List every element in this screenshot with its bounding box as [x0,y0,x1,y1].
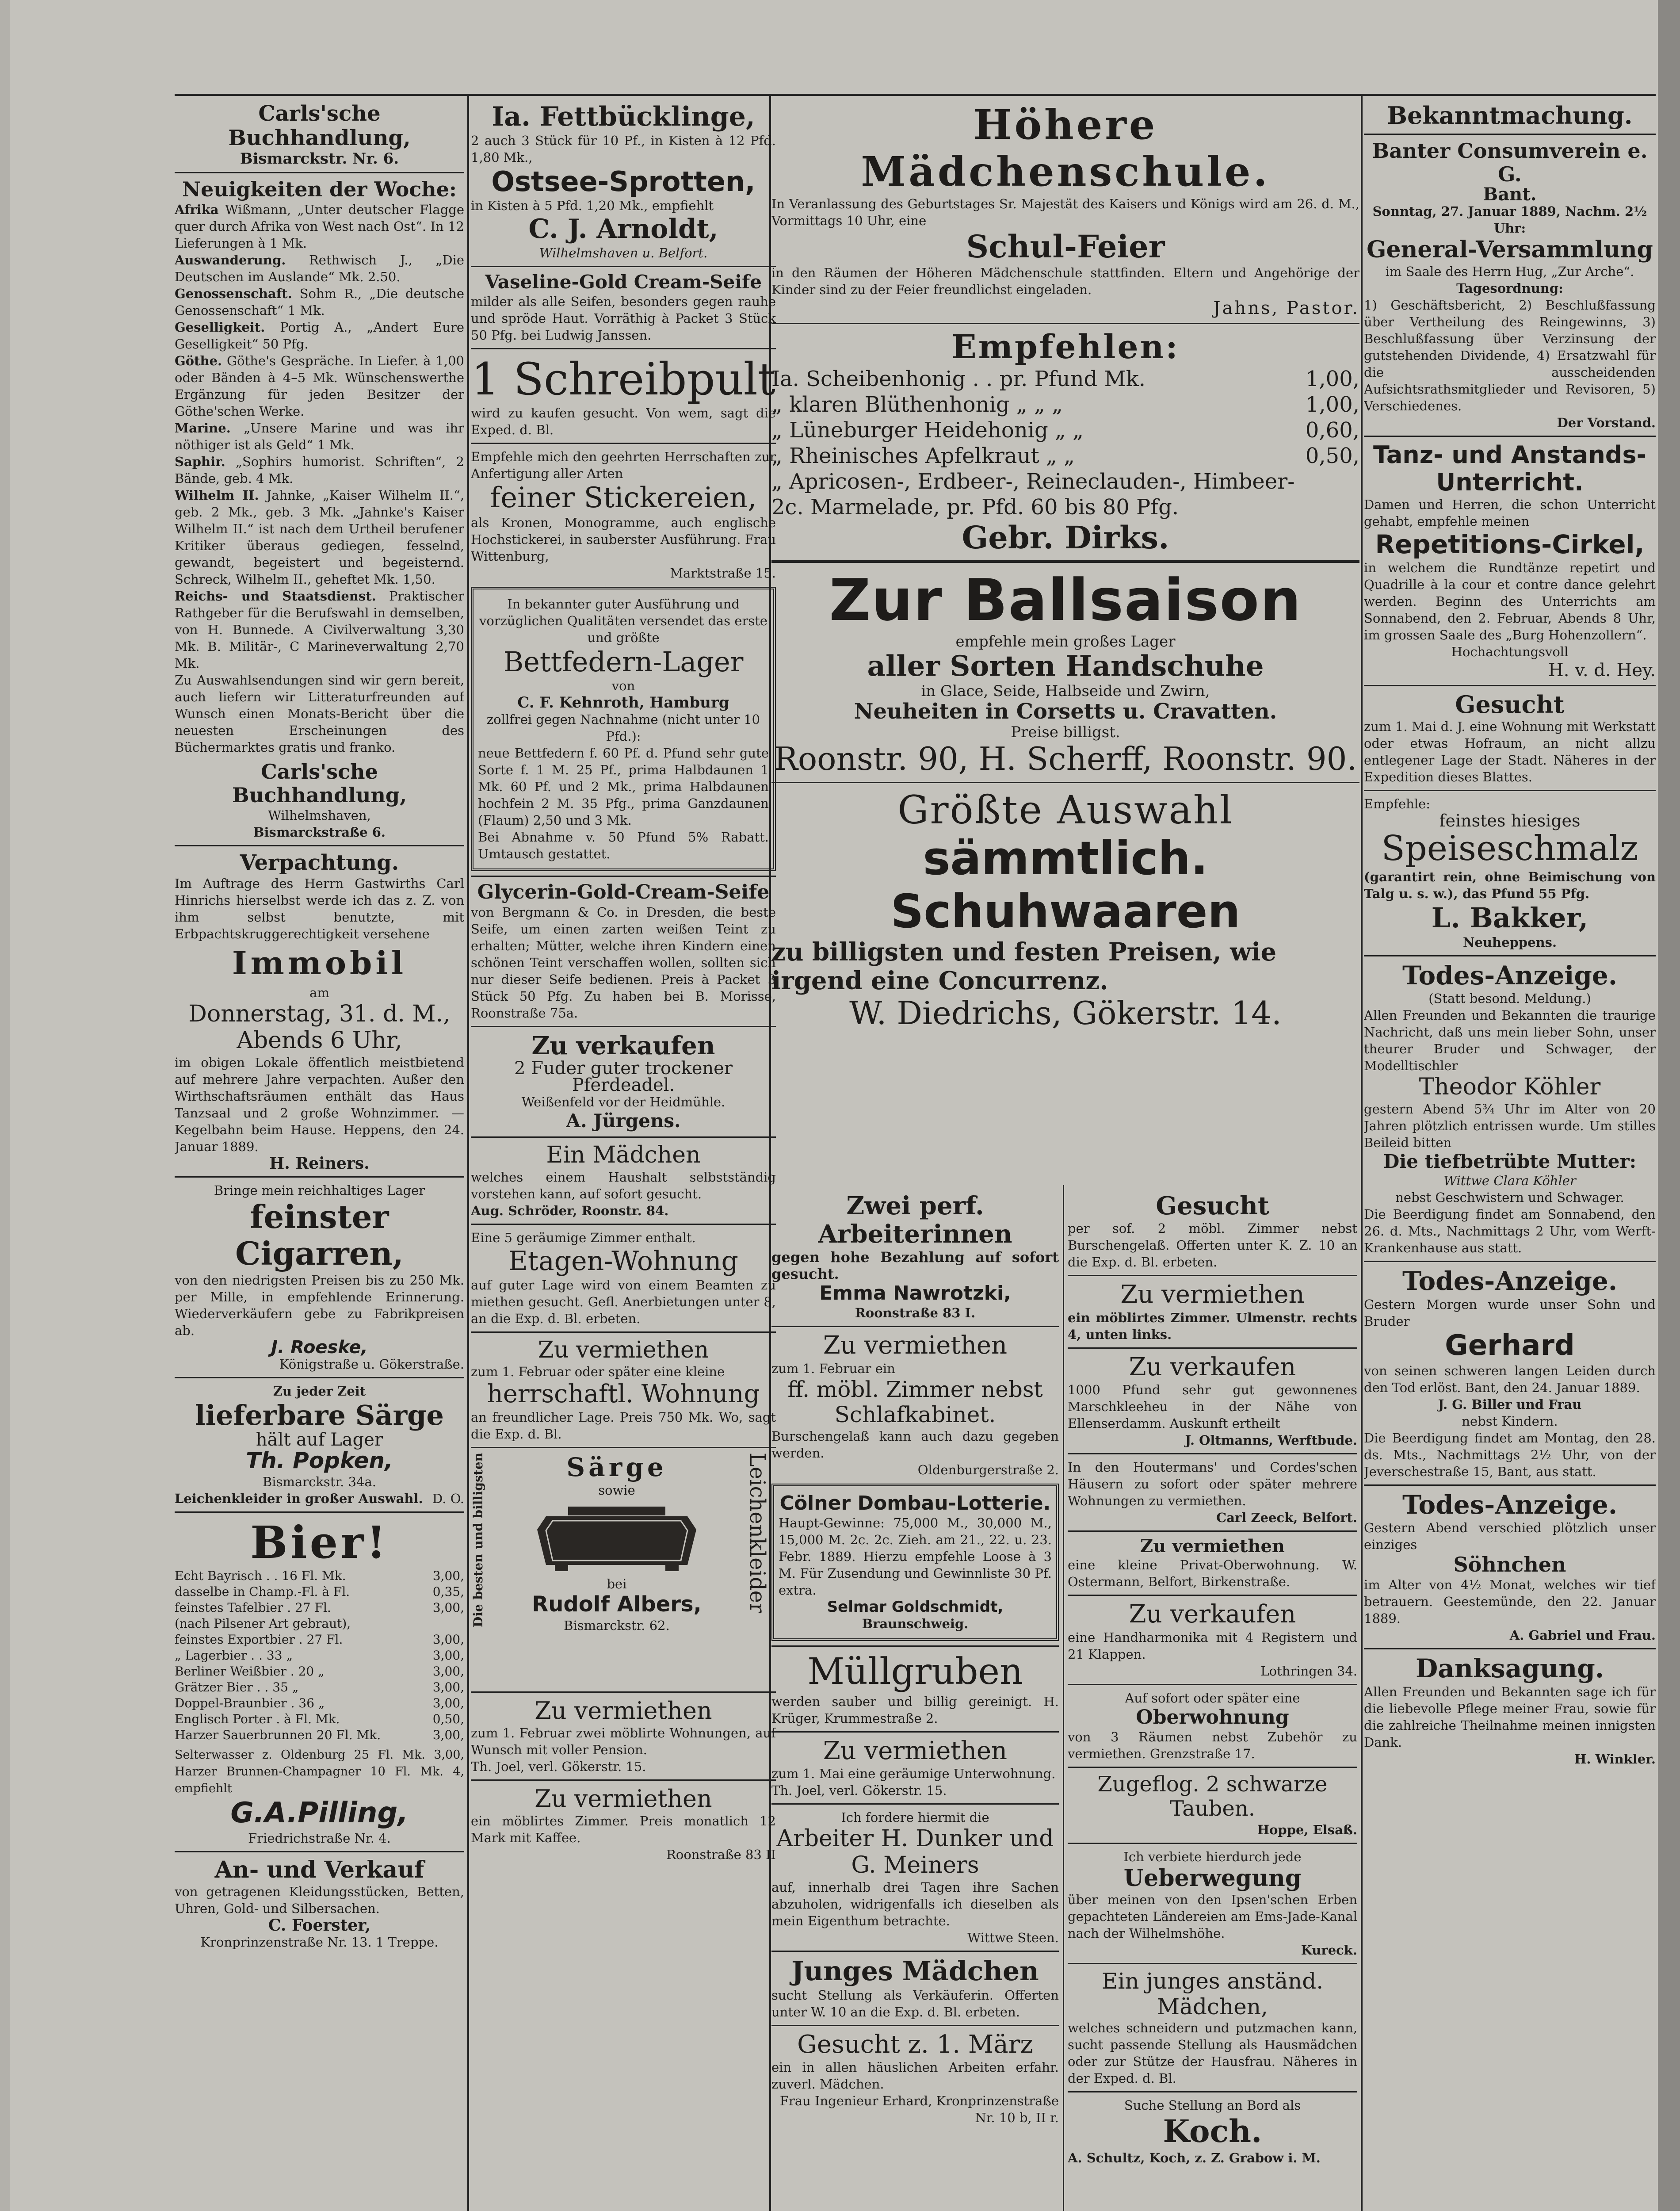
c2-desk-text: wird zu kaufen gesucht. Von wem, sagt die Exped. d. Bl. [471,405,776,437]
c2-coffin-sowie: sowie [598,1483,635,1498]
c4-death2-children: nebst Kindern. [1462,1413,1558,1429]
c1-coffin-intro: Zu jeder Zeit [273,1384,366,1399]
c1-news-outro: Zu Auswahlsendungen sind wir gern bereit, auch liefern wir Litteraturfreunden auf Wunsch einen Monats-Bericht über die neuesten Erscheinungen des Büchermarktes gratis und franko. [175,673,464,755]
c4-death2-funeral: Die Beerdigung findet am Montag, den 28. ds. Mts., Nachmittags 2½ Uhr, von der Jeverschestraße 15, Bant, aus statt. [1364,1430,1656,1479]
c1-coffin-address: Bismarckstr. 34a. [263,1474,376,1490]
c2-apartment-heading: Etagen-Wohnung [508,1245,738,1277]
c2-rent-text: an freundlicher Lage. Preis 750 Mk. Wo, sagt die Exp. d. Bl. [471,1409,776,1442]
c1-beer-row: Harzer Sauerbrunnen 20 Fl. Mk. 3,00, [175,1728,464,1743]
c2-sprats-heading: Ostsee-Sprotten, [491,165,756,198]
c3-honey-row: „ Lüneburger Heidehonig „ „ 0,60, [771,418,1359,443]
c4-death1-sub: (Statt besond. Meldung.) [1428,991,1591,1006]
c1-news-4: Geselligkeit. Portig A., „Andert Eure Geselligkeit“ 50 Pfg. [175,320,464,352]
column-2 [471,102,776,2211]
c1-news-8: Wilhelm II. Jahnke, „Kaiser Wilhelm II.“, geb. 2 Mk., geb. 3 Mk. „Jahnke's Kaiser Wilhelm II.“ ist nach dem Urtheil berufener Kritiker überaus gediegen, fesselnd, gewandt, begeistert und begeisternd. Schreck, Wilhelm II., geheftet Mk. 1,50. [175,488,464,587]
c1-news-3: Genossenschaft. Sohm R., „Die deutsche Genossenschaft“ 1 Mk. [175,286,464,318]
c2-feather-seller: C. F. Kehnroth, Hamburg [517,694,729,712]
c3a-workers-address: Roonstraße 83 I. [855,1305,976,1321]
c2-feather-intro: In bekannter guter Ausführung und vorzüglichen Qualitäten versendet das erste und größte [479,597,768,646]
c1-coffin-seller: Th. Popken, [246,1447,393,1473]
c3a-rent-subheading: ff. möbl. Zimmer nebst Schlafkabinet. [787,1376,1043,1428]
c4-lard-intro: Empfehle: [1364,796,1431,811]
c1-beer-row: Doppel-Braunbier . 36 „ 3,00, [175,1696,464,1711]
c3a-bins-text: werden sauber und billig gereinigt. H. Krüger, Krummestraße 2. [771,1694,1059,1726]
c3-ball-seller: Roonstr. 90, H. Scherff, Roonstr. 90. [774,740,1357,777]
c3-honey-row: „ Rheinisches Apfelkraut „ „ 0,50, [771,444,1359,469]
c4-dance-regards: Hochachtungsvoll [1451,644,1569,659]
c2-herring-heading: Ia. Fettbücklinge, [492,102,755,132]
c3-honey-table [771,366,1359,494]
c1-beer-row: dasselbe in Champ.-Fl. à Fl. 0,35, [175,1584,464,1599]
c2-herring-seller: C. J. Arnoldt, [528,214,718,245]
c4-lard-heading: Speiseschmalz [1381,828,1638,868]
c1-beer-seller: G.A.Pilling, [230,1797,409,1830]
c2-feather-von: von [611,678,635,694]
c3a-rent2-signer: Th. Joel, verl. Gökerstr. 15. [771,1783,947,1798]
c3-honey-extra: 2c. Marmelade, pr. Pfd. 60 bis 80 Pfg. [771,495,1179,520]
c3-ball-intro: empfehle mein großes Lager [955,633,1176,651]
c3a-bins-heading: Müllgruben [807,1651,1023,1693]
c3-honey-heading: Empfehlen: [951,328,1180,367]
c1-cigar-heading: feinster Cigarren, [235,1197,404,1272]
c3b-wanted-heading: Gesucht [1156,1192,1269,1220]
c2-vaseline-heading: Vaseline-Gold Cream-Seife [485,271,762,293]
c1-lease-signer: H. Reiners. [269,1154,370,1173]
c3-shoes-heading1: Größte Auswahl [897,787,1233,833]
c2-rent2-text: zum 1. Februar zwei möblirte Wohnungen, auf Wunsch mit voller Pension. [471,1725,776,1757]
c1-coffin-stock: hält auf Lager [256,1429,383,1450]
c1-news-5: Göthe. Göthe's Gespräche. In Liefer. à 1,00 oder Bänden à 4–5 Mk. Wünschenswerthe Ergänzung für jeden Besitzer der Göthe'schen Werke. [175,353,464,419]
c3a-wanted-heading: Gesucht z. 1. März [797,2030,1033,2059]
c2-sale-heading: Zu verkaufen [531,1031,715,1061]
c3-honey-row: „ Apricosen-, Erdbeer-, Reineclauden-, Himbeer- [771,469,1295,494]
c3a-rent-address: Oldenburgerstraße 2. [917,1462,1059,1477]
c4-thanks-text: Allen Freunden und Bekannten sage ich für die liebevolle Pflege meiner Frau, sowie für die zahlreiche Theilnahme meinen innigsten Dank. [1364,1684,1656,1750]
c3b-upper-heading: Oberwohnung [1136,1706,1289,1729]
c2-glycerin-heading: Glycerin-Gold-Cream-Seife [477,881,770,904]
c4-death2-parents: J. G. Biller und Frau [1438,1396,1582,1412]
c3-honey-row: „ klaren Blüthenhonig „ „ „ 1,00, [771,392,1359,417]
c2-feather-box [471,587,776,871]
c1-beer-row: (nach Pilsener Art gebraut), [175,1616,351,1631]
c4-lard-place: Neuheppens. [1462,934,1557,950]
c3a-rent-intro: zum 1. Februar ein [771,1361,895,1376]
c3a-wanted-signer: Frau Ingenieur Erhard, Kronprinzenstraße Nr. 10 b, II r. [779,2093,1059,2126]
c1-bookshop-address: Bismarckstr. Nr. 6. [240,150,399,168]
c2-sale-text: 2 Fuder guter trockener Pferdeadel. [514,1058,733,1096]
c4-death1-funeral: Die Beerdigung findet am Sonnabend, den 26. d. Mts., Nachmittags 2 Uhr, vom Werft-Krankenhause aus statt. [1364,1207,1656,1256]
c3b-rent-text: ein möblirtes Zimmer. Ulmenstr. rechts 4, unten links. [1068,1310,1357,1342]
c3-school-text: in den Räumen der Höheren Mädchenschule stattfinden. Eltern und Angehörige der Kinder sind zu der Feier freundlichst eingeladen. [771,265,1359,298]
column-rule-1 [467,95,469,2211]
column-4 [1364,102,1656,2211]
c2-coffin-side-left: Die besten und billigsten [471,1452,485,1627]
c2-feather-prices: neue Bettfedern f. 60 Pf. d. Pfund sehr gute Sorte f. 1 M. 25 Pf., prima Halbdaunen 1 Mk. 60 Pf. und 2 Mk., prima Halbdaunen hochfein 2 M. 35 Pfg., prima Ganzdaunen (Flaum) 2,50 und 3 Mk. [478,746,769,828]
c2-coffin-center [493,1453,741,1634]
c3b-trespass-signer: Kureck. [1301,1943,1357,1958]
c3a-rent-heading: Zu vermiethen [823,1331,1008,1360]
column-rule-3 [1361,95,1363,2211]
c3-honey-row: Ia. Scheibenhonig . . pr. Pfund Mk. 1,00, [771,367,1359,392]
c3a-girl-text: sucht Stellung als Verkäuferin. Offerten unter W. 10 an die Exp. d. Bl. erbeten. [771,1987,1059,2020]
c4-death3-parents: A. Gabriel und Frau. [1509,1628,1656,1643]
c2-embroidery-address: Marktstraße 15. [670,566,776,581]
c2-coffin-bei: bei [607,1576,627,1592]
c1-bookshop-name-2: Carls'sche Buchhandlung, [232,760,407,807]
c3b-girl-text: welches schneidern und putzmachen kann, sucht passende Stellung als Hausmädchen oder zur Stütze der Hausfrau. Näheres in der Exped. d. Bl. [1068,2020,1357,2086]
c1-cigar-seller: J. Roeske, [271,1337,368,1358]
c1-beer-extra: Selterwasser z. Oldenburg 25 Fl. Mk. 3,00, Harzer Brunnen-Champagner 10 Fl. Mk. 4, empfiehlt [175,1748,464,1796]
c3b-sale-signer: J. Oltmanns, Werftbude. [1185,1433,1357,1448]
c1-beer-row: „ Lagerbier . . 33 „ 3,00, [175,1648,464,1663]
c4-lard-sub: feinstes hiesiges [1439,811,1581,830]
c3b-harmonica-heading: Zu verkaufen [1129,1600,1296,1629]
c4-coop-agenda-title: Tagesordnung: [1456,280,1563,296]
c3a-rent2-heading: Zu vermiethen [823,1736,1008,1765]
c4-death3-heading: Todes-Anzeige. [1402,1489,1618,1520]
c2-coffin-heading: Särge [566,1452,667,1482]
column-3a [771,1192,1059,2211]
c3b-houses-signer: Carl Zeeck, Belfort. [1216,1510,1357,1526]
c4-coop-signer: Der Vorstand. [1557,415,1656,430]
c3a-lottery-city: Braunschweig. [862,1616,969,1632]
c3-ball-materials: in Glace, Seide, Halbseide und Zwirn, [921,682,1210,700]
c3b-upper-intro: Auf sofort oder später eine [1125,1690,1300,1706]
c2-feather-discount: Bei Abnahme v. 50 Pfund 5% Rabatt. Umtausch gestattet. [478,830,769,862]
top-rule [175,94,1656,96]
c4-death3-intro: Gestern Abend verschied plötzlich unser einziges [1364,1520,1656,1553]
c3-school-signer: Jahns, Pastor. [1213,298,1359,319]
c3b-trespass-intro: Ich verbiete hierdurch jede [1123,1849,1302,1864]
c1-bookshop-street: Bismarckstraße 6. [253,825,386,840]
c4-thanks-heading: Danksagung. [1415,1653,1604,1684]
c4-lard-seller: L. Bakker, [1431,902,1588,934]
c1-coffin-heading: lieferbare Särge [195,1399,444,1432]
c3a-lottery-text: Haupt-Gewinne: 75,000 M., 30,000 M., 15,000 M. 2c. 2c. Zieh. am 21., 22. u. 23. Febr. 1889. Hierzu empfehle Loose à 3 M. Für Zusendung und Gewinnliste 30 Pf. extra. [779,1515,1052,1598]
c1-trade-signer: C. Foerster, [268,1916,371,1935]
c4-dance-circle: Repetitions-Cirkel, [1375,529,1645,559]
c3-shoes-seller: W. Diedrichs, Gökerstr. 14. [849,994,1282,1032]
c2-coffin-ad [471,1453,776,1687]
c1-news-6: Marine. „Unsere Marine und was ihr nöthiger ist als Geld“ 1 Mk. [175,421,464,453]
c4-death1-mother: Die tiefbetrübte Mutter: [1383,1151,1637,1173]
c3a-lottery-box [771,1484,1059,1641]
column-rule-3-split [1063,1185,1064,2211]
c4-death2-name: Gerhard [1445,1329,1575,1362]
c4-dance-text: in welchem die Rundtänze repetirt und Quadrille à la cour et contre dance gelehrt werden. Beginn des Unterrichts am Sonnabend, den 2. Februar, Abends 8 Uhr, im grossen Saale des „Burg Hohenzollern“. [1364,560,1656,643]
c2-embroidery-intro: Empfehle mich den geehrten Herrschaften zur Anfertigung aller Arten [471,449,776,481]
c4-death1-heading: Todes-Anzeige. [1402,960,1618,991]
c4-death1-mother-name: Wittwe Clara Köhler [1443,1173,1576,1189]
c4-death2-text: von seinen schweren langen Leiden durch den Tod erlöst. Bant, den 24. Januar 1889. [1364,1363,1656,1395]
c4-coop-location: im Saale des Herrn Hug, „Zur Arche“. [1385,264,1634,279]
c3a-workers-text: gegen hohe Bezahlung auf sofort gesucht. [771,1248,1059,1282]
c1-lease-time: Abends 6 Uhr, [237,1027,402,1054]
c2-girl-text: welches einem Haushalt selbstständig vorstehen kann, auf sofort gesucht. [471,1169,776,1201]
c2-rent2-signer: Th. Joel, verl. Gökerstr. 15. [471,1759,646,1774]
c2-vaseline-text: milder als alle Seifen, besonders gegen rauhe und spröde Haut. Vorräthig à Packet 3 Stück 50 Pfg. bei Ludwig Janssen. [471,294,776,343]
c1-news-heading: Neuigkeiten der Woche: [182,177,457,202]
c3b-houses-text: In den Houtermans' und Cordes'schen Häusern zu sofort oder später mehrere Wohnungen zu vermiethen. [1068,1460,1357,1509]
c3a-lottery-seller: Selmar Goldschmidt, [827,1598,1004,1616]
c2-rent-subheading: herrschaftl. Wohnung [487,1380,760,1409]
c3a-lottery-heading: Cölner Dombau-Lotterie. [779,1492,1051,1515]
c3b-harmonica-text: eine Handharmonika mit 4 Registern und 21 Klappen. [1068,1630,1357,1662]
column-3 [771,102,1359,1190]
c3b-pigeons-heading: Zugeflog. 2 schwarze Tauben. [1097,1772,1328,1821]
column-3b [1068,1192,1357,2211]
c3a-notice-intro: Ich fordere hiermit die [841,1810,989,1825]
c2-coffin-seller: Rudolf Albers, [532,1592,702,1617]
c1-beer-address: Friedrichstraße Nr. 4. [248,1830,391,1846]
c2-apartment-text: auf guter Lage wird von einem Beamten zu miethen gesucht. Gefl. Anerbietungen unter 8, an die Exp. d. Bl. erbeten. [471,1277,776,1326]
c1-trade-address: Kronprinzenstraße Nr. 13. 1 Treppe. [200,1934,439,1950]
c1-lease-text: Im Auftrage des Herrn Gastwirths Carl Hinrichs hierselbst werde ich das z. Z. von ihm selbst benutzte, mit Erbpachtskruggerechtigkeit versehene [175,876,464,942]
c3-school-event: Schul-Feier [966,228,1165,265]
c3a-notice-names: Arbeiter H. Dunker und G. Meiners [776,1825,1054,1878]
c4-death3-name: Söhnchen [1453,1553,1566,1577]
c3a-workers-heading: Zwei perf. Arbeiterinnen [818,1192,1012,1249]
c1-beer-row: feinstes Exportbier . 27 Fl. 3,00, [175,1632,464,1647]
c1-news-7: Saphir. „Sophirs humorist. Schriften“, 2 Bände, geb. 4 Mk. [175,454,464,486]
page-edge [1658,0,1680,2211]
c2-rent3-address: Roonstraße 83 II [666,1847,776,1862]
c4-dance-heading: Tanz- und Anstands-Unterricht. [1373,440,1647,496]
c2-sale-place: Weißenfeld vor der Heidmühle. [521,1094,725,1110]
c3b-flat-text: eine kleine Privat-Oberwohnung. W. Ostermann, Belfort, Birkenstraße. [1068,1557,1357,1590]
c4-death1-text: gestern Abend 5¾ Uhr im Alter von 20 Jahren plötzlich entrissen wurde. Um stilles Beileid bitten [1364,1102,1656,1151]
c4-coop-meeting: General-Versammlung [1367,236,1653,263]
c3b-harmonica-address: Lothringen 34. [1260,1663,1357,1679]
c4-wanted-heading: Gesucht [1455,690,1565,719]
column-1 [175,102,464,2211]
c4-death1-family: nebst Geschwistern und Schwager. [1395,1190,1624,1205]
c1-lease-am: am [309,985,329,1001]
c3b-sale-text: 1000 Pfund sehr gut gewonnenes Marschkleeheu in der Nähe von Ellenserdamm. Auskunft ertheilt [1068,1382,1357,1431]
c1-lease-date: Donnerstag, 31. d. M., [188,1001,451,1028]
c3a-girl-heading: Junges Mädchen [791,1955,1039,1987]
c4-death1-name: Theodor Köhler [1419,1074,1601,1101]
c3-ball-gloves: aller Sorten Handschuhe [867,650,1264,683]
c2-coffin-address: Bismarckstr. 62. [564,1618,670,1633]
c1-cigar-intro: Bringe mein reichhaltiges Lager [214,1182,425,1198]
c1-beer-row: Englisch Porter . à Fl. Mk. 0,50, [175,1712,464,1727]
c1-beer-table [175,1568,464,1743]
c1-lease-heading: Verpachtung. [240,850,399,876]
c3b-pigeons-signer: Hoppe, Elsaß. [1257,1822,1357,1837]
c1-beer-row: feinstes Tafelbier . 27 Fl. 3,00, [175,1600,464,1615]
c4-thanks-signer: H. Winkler. [1574,1751,1656,1767]
c3-ball-prices: Preise billigst. [1011,723,1120,741]
c2-rent-heading: Zu vermiethen [538,1336,709,1363]
c1-news-1: Afrika Wißmann, „Unter deutscher Flagge quer durch Afrika von West nach Ost“. In 12 Lieferungen à 1 Mk. [175,202,464,251]
c1-lease-details: im obigen Lokale öffentlich meistbietend auf mehrere Jahre verpachten. Außer den Wirthschaftsräumen enthält das Haus Tanzsaal und 2 große Wohnzimmer. — Kegelbahn beim Hause. Heppens, den 24. Januar 1889. [175,1055,464,1154]
c4-coop-place: Bant. [1483,184,1537,205]
c3-ball-heading: Zur Ballsaison [829,566,1302,634]
c3b-cook-heading: Koch. [1163,2113,1262,2150]
c1-bookshop-city: Wilhelmshaven, [268,808,371,823]
c1-beer-row: Echt Bayrisch . . 16 Fl. Mk. 3,00, [175,1568,464,1584]
c3-ball-novelties: Neuheiten in Corsetts u. Cravatten. [854,699,1277,724]
c2-embroidery-text: als Kronen, Monogramme, auch englische Hochstickerei, in sauberster Ausführung. Frau Wittenburg, [471,515,776,564]
c2-herring-text: 2 auch 3 Stück für 10 Pf., in Kisten à 12 Pfd. 1,80 Mk., [471,133,776,165]
coffin-icon [493,1499,741,1574]
c1-beer-row: Berliner Weißbier . 20 „ 3,00, [175,1664,464,1679]
c3b-upper-text: von 3 Räumen nebst Zubehör zu vermiethen. Grenzstraße 17. [1068,1729,1357,1762]
c1-trade-text: von getragenen Kleidungsstücken, Betten, Uhren, Gold- und Silbersachen. [175,1884,464,1916]
c4-death3-text: im Alter von 4½ Monat, welches wir tief betrauern. Geestemünde, den 22. Januar 1889. [1364,1577,1656,1626]
c1-trade-heading: An- und Verkauf [214,1856,424,1883]
c2-glycerin-text: von Bergmann & Co. in Dresden, die beste Seife, um einen zarten weißen Teint zu erhalten; Mütter, welche ihren Kindern einen schönen Teint verschaffen wollen, sollten sich nur dieser Seife bedienen. Preis à Packet 3 Stück 50 Pfg. Zu haben bei B. Morisse, Roonstraße 75a. [471,905,776,1021]
c4-coop-name: Banter Consumverein e. G. [1372,139,1648,186]
c4-death2-heading: Todes-Anzeige. [1402,1266,1618,1297]
c3a-wanted-text: ein in allen häuslichen Arbeiten erfahr. zuverl. Mädchen. [771,2060,1059,2092]
c3a-rent2-text: zum 1. Mai eine geräumige Unterwohnung. [771,1766,1056,1782]
c3b-wanted-text: per sof. 2 möbl. Zimmer nebst Burschengelaß. Offerten unter K. Z. 10 an die Exp. d. Bl. erbeten. [1068,1221,1357,1270]
c1-cigar-address: Königstraße u. Gökerstraße. [279,1357,464,1372]
c4-death1-intro: Allen Freunden und Bekannten die traurige Nachricht, daß uns mein lieber Sohn, unser theurer Bruder und Schwager, der Modelltischler [1364,1008,1656,1074]
c3-shoes-text: zu billigsten und festen Preisen, wie irgend eine Concurrenz. [771,937,1277,995]
c2-rent-intro: zum 1. Februar oder später eine kleine [471,1364,725,1380]
c1-beer-row: Grätzer Bier . . 35 „ 3,00, [175,1680,464,1695]
c3a-notice-signer: Wittwe Steen. [967,1930,1059,1945]
c3b-girl-heading: Ein junges anständ. Mädchen, [1101,1968,1324,2020]
c3b-trespass-text: über meinen von den Ipsen'schen Erben gepachteten Ländereien am Ems-Jade-Kanal nach der Wilhelmshöhe. [1068,1892,1357,1941]
c4-death2-intro: Gestern Morgen wurde unser Sohn und Bruder [1364,1297,1656,1329]
c2-desk-heading: 1 Schreibpult [471,353,775,405]
c2-sale-seller: A. Jürgens. [566,1110,681,1132]
c2-apartment-intro: Eine 5 geräumige Zimmer enthalt. [471,1230,696,1245]
c3b-trespass-heading: Ueberwegung [1123,1864,1302,1892]
c2-rent2-heading: Zu vermiethen [535,1696,712,1725]
c4-announce-heading: Bekanntmachung. [1387,102,1633,130]
c2-feather-terms: zollfrei gegen Nachnahme (nicht unter 10 Pfd.): [486,712,760,744]
c1-cigar-text: von den niedrigsten Preisen bis zu 250 Mk. per Mille, in empfehlende Erinnerung. Wiederverkäufern gebe zu Fabrikpreisen ab. [175,1273,464,1339]
c4-dance-intro: Damen und Herren, die schon Unterricht gehabt, empfehle meinen [1364,497,1656,529]
c3a-notice-text: auf, innerhalb drei Tagen ihre Sachen abzuholen, widrigenfalls ich dieselben als mein Eigenthum betrachte. [771,1879,1059,1928]
c2-sprats-text: in Kisten à 5 Pfd. 1,20 Mk., empfiehlt [471,198,714,214]
c1-coffin-extra: Leichenkleider in großer Auswahl. D. O. [175,1491,464,1507]
c2-rent3-text: ein möblirtes Zimmer. Preis monatlich 12 Mark mit Kaffee. [471,1813,776,1845]
c4-lard-text: (garantirt rein, ohne Beimischung von Talg u. s. w.), das Pfund 55 Pfg. [1364,869,1656,902]
c4-coop-date: Sonntag, 27. Januar 1889, Nachm. 2½ Uhr: [1372,203,1647,236]
c2-girl-signer: Aug. Schröder, Roonstr. 84. [471,1203,669,1218]
c3b-sale-heading: Zu verkaufen [1129,1352,1296,1381]
c1-bookshop-name: Carls'sche Buchhandlung, [228,102,411,151]
c3b-cook-signer: A. Schultz, Koch, z. Z. Grabow i. M. [1068,2150,1321,2165]
c4-coop-agenda: 1) Geschäftsbericht, 2) Beschlußfassung über Vertheilung des Reingewinns, 3) Beschlußfassung über Verzinsung der gutstehenden Dividende, 4) Ersatzwahl für die ausscheidenden Aufsichtsrathsmitglieder und Revisoren, 5) Verschiedenes. [1364,297,1656,413]
c3a-workers-seller: Emma Nawrotzki, [819,1281,1011,1304]
c3-school-heading: Höhere Mädchenschule. [861,102,1270,195]
c3b-flat-heading: Zu vermiethen [1140,1536,1285,1557]
c3b-rent-heading: Zu vermiethen [1120,1280,1305,1309]
c3-school-intro: In Veranlassung des Geburtstages Sr. Majestät des Kaisers und Königs wird am 26. d. M., Vormittags 10 Uhr, eine [771,196,1359,228]
c3a-rent-text: Burschengelaß kann auch dazu gegeben werden. [771,1428,1059,1461]
c3-shoes-heading2: sämmtlich. Schuhwaaren [890,831,1241,938]
c4-dance-signer: H. v. d. Hey. [1548,660,1656,681]
c1-news-9: Reichs- und Staatsdienst. Praktischer Rathgeber für die Berufswahl in demselben, von H. Bunnede. A Civilverwaltung 3,30 Mk. B. Militär-, C Marineverwaltung 2,70 Mk. [175,589,464,671]
c2-herring-address: Wilhelmshaven u. Belfort. [539,245,708,261]
c2-embroidery-heading: feiner Stickereien, [490,481,757,514]
c2-girl-heading: Ein Mädchen [546,1141,701,1168]
c3-honey-seller: Gebr. Dirks. [962,519,1169,556]
c4-wanted-text: zum 1. Mai d. J. eine Wohnung mit Werkstatt oder etwas Hofraum, an nicht allzu entlegener Lage der Stadt. Näheres in der Expedition dieses Blattes. [1364,719,1656,784]
c1-news-2: Auswanderung. Rethwisch J., „Die Deutschen im Auslande“ Mk. 2.50. [175,252,464,285]
c3b-cook-intro: Suche Stellung an Bord als [1124,2098,1301,2113]
c1-lease-immobil: Immobil [232,944,407,982]
c1-beer-heading: Bier! [250,1516,389,1569]
c2-coffin-side-right: Leichenkleider [745,1452,770,1613]
c2-rent3-heading: Zu vermiethen [535,1784,712,1813]
c2-feather-heading: Bettfedern-Lager [503,646,744,678]
